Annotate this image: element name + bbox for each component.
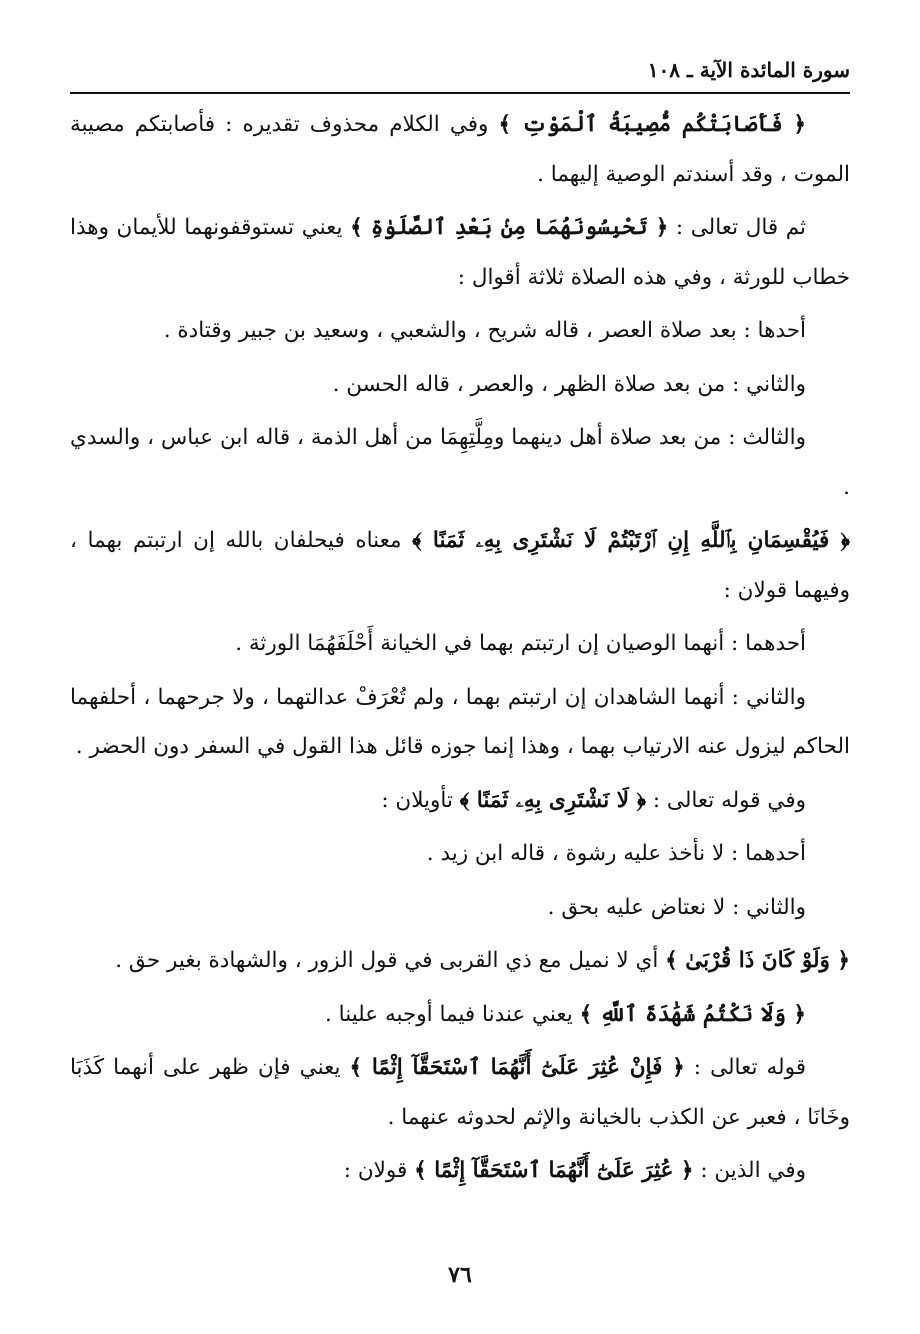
paragraph [70, 516, 850, 615]
paragraph [70, 673, 850, 772]
paragraph [70, 360, 850, 410]
commentary-text: ثم قال تعالى : [668, 215, 807, 240]
quran-verse: ﴿ تَحْبِسُونَهُمَا مِنۢ بَعْدِ ٱلصَّلَوٰةِ ﴾ [350, 215, 669, 240]
commentary-text: قولان : [343, 1158, 415, 1183]
paragraph [70, 203, 850, 302]
commentary-text: أي لا نميل مع ذي القربى في قول الزور ، والشهادة بغير حق . [115, 948, 666, 973]
quran-verse: ﴿ فَيُقْسِمَانِ بِٱللَّهِ إِنِ ٱرْتَبْتُمْ لَا نَشْتَرِى بِهِۦ ثَمَنًا ﴾ [412, 528, 850, 553]
paragraph [70, 883, 850, 933]
commentary-text: والثاني : من بعد صلاة الظهر ، والعصر ، قاله الحسن . [332, 371, 806, 397]
commentary-text: والثالث : من بعد صلاة أهل دينهما ومِلَّتِهِمَا من أهل الذمة ، قاله ابن عباس ، والسدي . [70, 425, 850, 500]
quran-verse: ﴿ فَإِنْ عُثِرَ عَلَىٰٓ أَنَّهُمَا ٱسْتَحَقَّآ إِثْمًا ﴾ [349, 1055, 685, 1080]
book-page [70, 40, 850, 1310]
commentary-text: يعني عندنا فيما أوجبه علينا . [324, 1001, 580, 1027]
paragraph [70, 1043, 850, 1142]
commentary-text: أحدهما : لا نأخذ عليه رشوة ، قاله ابن زيد . [426, 841, 806, 866]
commentary-text: وفي قوله تعالى : [645, 787, 806, 813]
paragraph [70, 776, 850, 826]
paragraph [70, 306, 850, 356]
paragraph [70, 990, 850, 1040]
paragraph [70, 413, 850, 512]
commentary-text: يعني فإن ظهر على أنهما كَذَبَا وخَانَا ، فعبر عن الكذب بالخيانة والإثم لحدوثه عنهما . [70, 1055, 850, 1130]
commentary-text: أحدهما : أنهما الوصيان إن ارتبتم بهما في الخيانة أَحْلَفَهُمَا الورثة . [235, 631, 806, 656]
commentary-text: قوله تعالى : [684, 1055, 806, 1080]
commentary-text: تأويلان : [381, 787, 460, 813]
paragraph [70, 100, 850, 199]
commentary-text: وفي الكلام محذوف تقديره : فأصابتكم مصيبة الموت ، وقد أسندتم الوصية إليهما . [70, 112, 850, 187]
quran-verse: ﴿ وَلَوْ كَانَ ذَا قُرْبَىٰ ﴾ [665, 948, 850, 973]
header-rule [70, 92, 850, 94]
commentary-text: والثاني : أنهما الشاهدان إن ارتبتم بهما ، ولم تُعْرَفْ عدالتهما ، ولا جرحهما ، أحلفهما الحاكم ليزول عنه الارتياب بهما ، وهذا إنما جوزه قائل هذا القول في السفر دون الحضر . [70, 684, 850, 759]
commentary-text: يعني تستوقفونهما للأيمان وهذا خطاب للورثة ، وفي هذه الصلاة ثلاثة أقوال : [70, 215, 850, 290]
page-number: ٧٦ [448, 1262, 472, 1288]
quran-verse: ﴿ فَأَصَابَتْكُم مُّصِيبَةُ ٱلْمَوْتِ ﴾ [498, 112, 807, 137]
paragraph [70, 619, 850, 669]
commentary-text: والثاني : لا نعتاض عليه بحق . [547, 894, 806, 920]
commentary-text: معناه فيحلفان بالله إن ارتبتم بهما ، وفيهما قولان : [70, 528, 850, 603]
body-text [70, 100, 850, 1200]
quran-verse: ﴿ عُثِرَ عَلَىٰٓ أَنَّهُمَا ٱسْتَحَقَّآ إِثْمًا ﴾ [414, 1158, 694, 1183]
quran-verse: ﴿ لَا نَشْتَرِى بِهِۦ ثَمَنًا ﴾ [459, 787, 646, 813]
running-header: سورة المائدة الآية ـ ١٠٨ [647, 58, 850, 82]
paragraph [70, 936, 850, 986]
quran-verse: ﴿ وَلَا نَكْتُمُ شَهَٰدَةَ ٱللَّهِ ﴾ [579, 1001, 806, 1027]
paragraph [70, 829, 850, 879]
commentary-text: أحدها : بعد صلاة العصر ، قاله شريح ، والشعبي ، وسعيد بن جبير وقتادة . [163, 318, 806, 343]
paragraph [70, 1146, 850, 1196]
commentary-text: وفي الذين : [693, 1158, 806, 1183]
